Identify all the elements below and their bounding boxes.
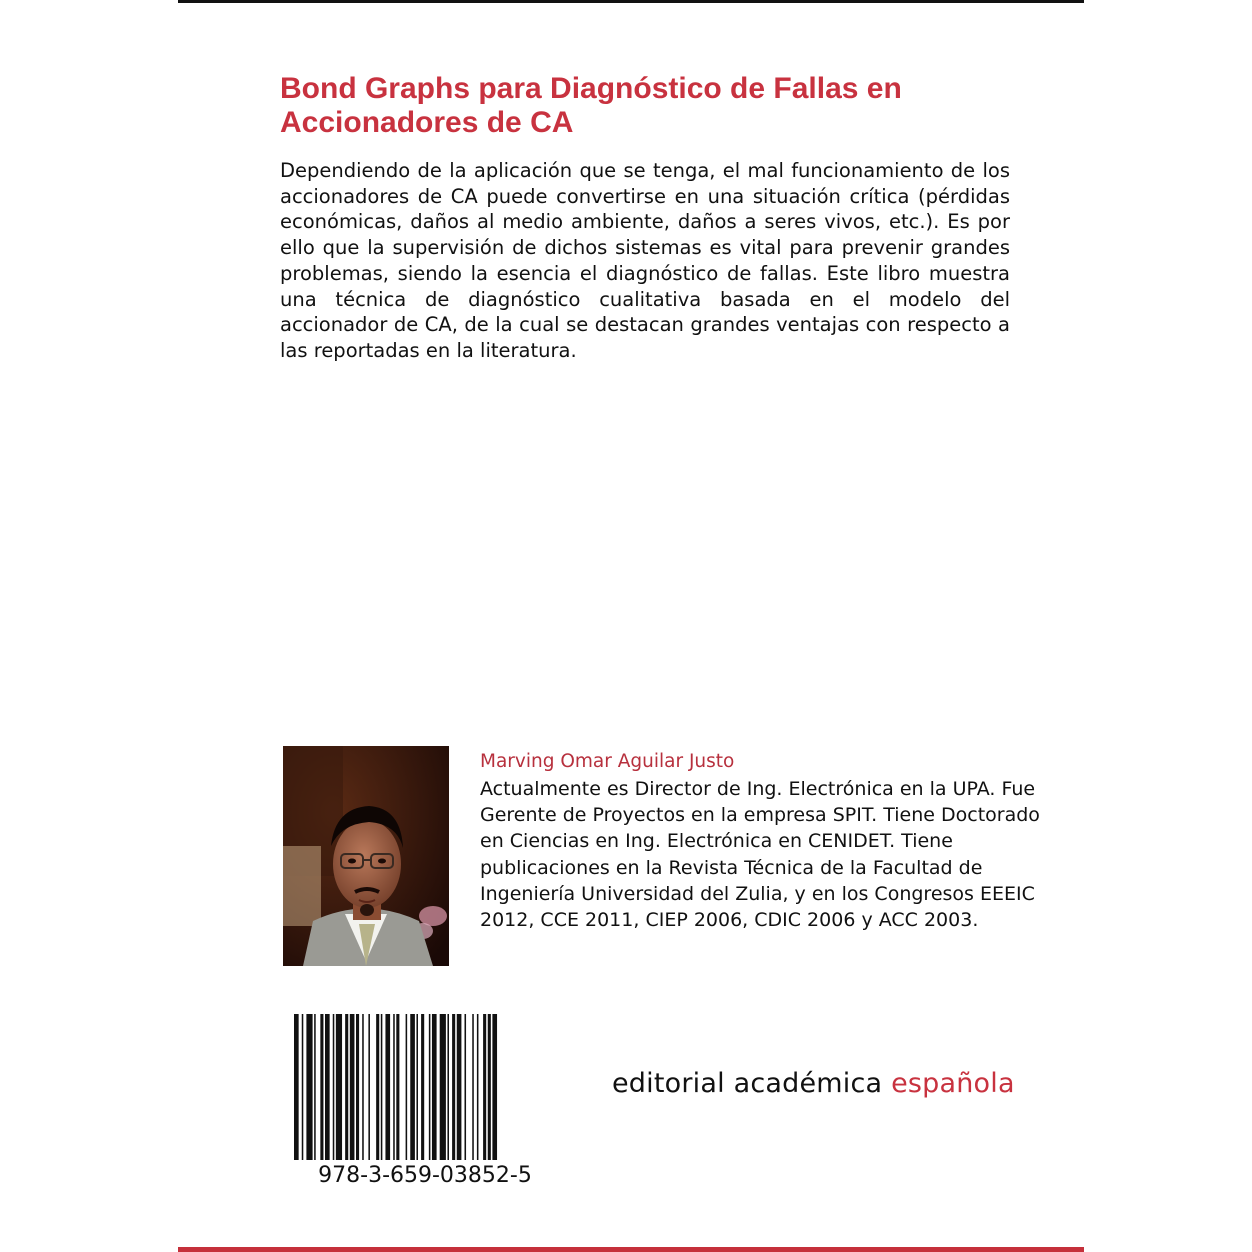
author-portrait-illustration xyxy=(283,746,449,966)
barcode-bar xyxy=(336,1014,342,1160)
barcode-bar xyxy=(457,1014,462,1160)
author-photo xyxy=(283,746,449,966)
barcode-bar xyxy=(320,1014,323,1160)
barcode-bar xyxy=(452,1014,455,1160)
barcode-bar xyxy=(421,1014,424,1160)
barcode-bar xyxy=(350,1014,355,1160)
publisher-logo xyxy=(612,1066,1015,1102)
barcode-bar xyxy=(333,1014,335,1160)
barcode-bar xyxy=(416,1014,418,1160)
barcode-bar xyxy=(447,1014,449,1160)
barcode-bar xyxy=(314,1014,316,1160)
barcode-bar xyxy=(302,1014,304,1160)
bottom-rule xyxy=(178,1247,1084,1252)
author-bio: Actualmente es Director de Ing. Electrónica en la UPA. Fue Gerente de Proyectos en la empresa SPIT. Tiene Doctorado en Ciencias en Ing. Electrónica en CENIDET. Tiene publicaciones en la Revista Técnica de la Facultad de Ingeniería Universidad del Zulia, y en los Congresos EEEIC 2012, CCE 2011, CIEP 2006, CDIC 2006 y ACC 2003. xyxy=(480,778,1040,932)
barcode-bar xyxy=(294,1014,299,1160)
barcode-bar xyxy=(472,1014,474,1160)
barcode-bar xyxy=(477,1014,479,1160)
barcode-bar xyxy=(393,1014,395,1160)
barcode-bars xyxy=(292,1014,558,1160)
author-name: Marving Omar Aguilar Justo xyxy=(480,751,735,772)
barcode-bar xyxy=(492,1014,497,1160)
barcode-bar xyxy=(429,1014,431,1160)
barcode-bar xyxy=(368,1014,370,1160)
book-description: Dependiendo de la aplicación que se tenga, el mal funcionamiento de los accionadores de CA puede convertirse en una situación crítica (pérdidas económicas, daños al medio ambiente, daños a seres vivos, etc.). Es por ello que la supervisión de dichos sistemas es vital para prevenir grandes problemas, siendo la esencia el diagnóstico de fallas. Este libro muestra una técnica de diagnóstico cualitativa basada en el modelo del accionador de CA, de la cual se destacan grandes ventajas con respecto a las reportadas en la literatura. xyxy=(280,159,1010,362)
barcode-bar xyxy=(488,1014,491,1160)
barcode xyxy=(292,1014,558,1160)
barcode-bar xyxy=(356,1014,359,1160)
barcode-bar xyxy=(376,1014,379,1160)
barcode-bar xyxy=(483,1014,486,1160)
isbn-number: 978-3-659-03852-5 xyxy=(318,1163,532,1188)
book-title: Bond Graphs para Diagnóstico de Fallas en Accionadores de CA xyxy=(280,72,902,139)
barcode-bar xyxy=(362,1014,364,1160)
publisher-name-accent: española xyxy=(891,1068,1015,1099)
barcode-bar xyxy=(306,1014,312,1160)
barcode-bar xyxy=(381,1014,383,1160)
barcode-bar xyxy=(410,1014,415,1160)
barcode-bar xyxy=(406,1014,408,1160)
barcode-bar xyxy=(325,1014,330,1160)
barcode-bar xyxy=(440,1014,446,1160)
barcode-bar xyxy=(465,1014,467,1160)
barcode-bar xyxy=(345,1014,348,1160)
barcode-bar xyxy=(385,1014,390,1160)
publisher-name-main: editorial académica xyxy=(612,1068,892,1099)
top-rule xyxy=(178,0,1084,3)
barcode-bar xyxy=(396,1014,399,1160)
barcode-bar xyxy=(432,1014,437,1160)
